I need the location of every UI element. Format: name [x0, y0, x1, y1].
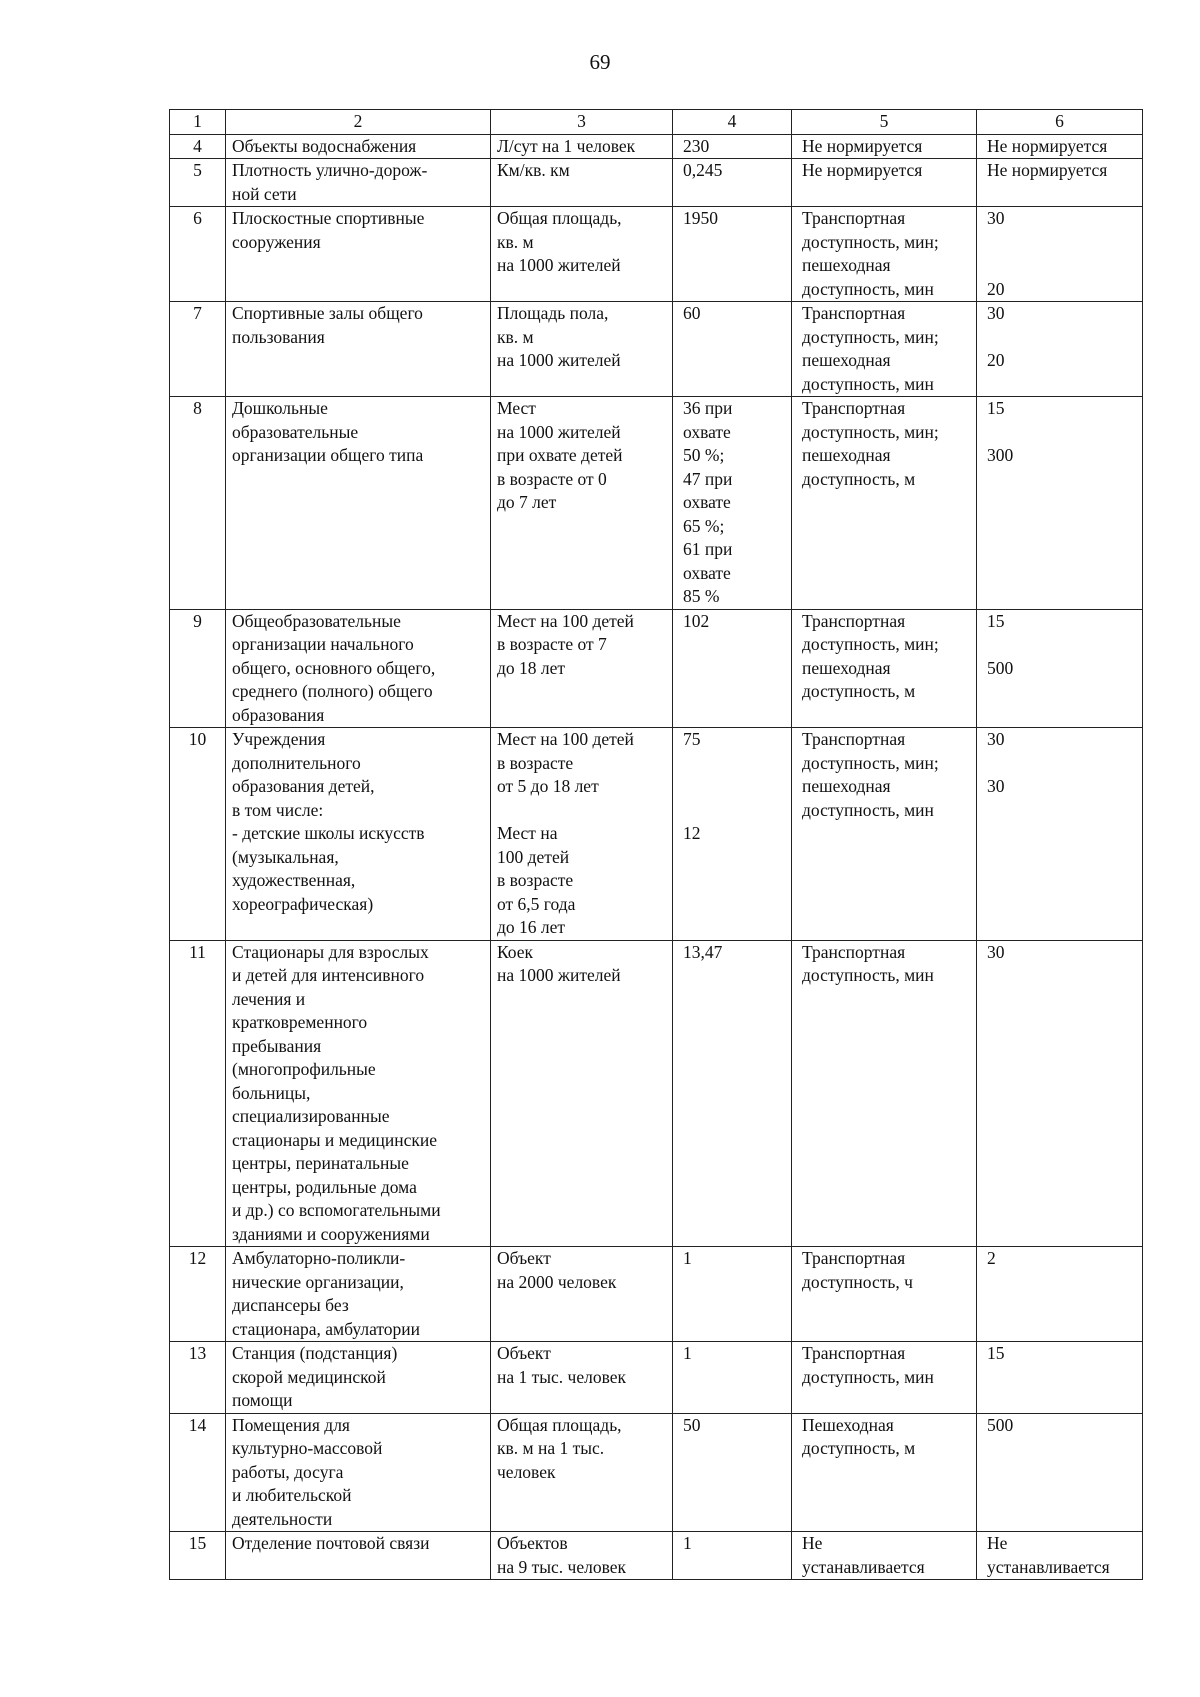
cell-text-line: на 2000 человек	[497, 1271, 617, 1292]
table-row	[170, 1532, 1143, 1580]
cell-text-line: на 1 тыс. человек	[497, 1366, 627, 1387]
row-number-cell: 10	[170, 728, 226, 941]
value-cell	[673, 728, 792, 941]
accessibility-norm-cell	[977, 302, 1143, 397]
object-name-cell	[226, 940, 491, 1247]
cell-text-line: Транспортная	[802, 208, 906, 228]
cell-text-line: на 1000 жителей	[497, 255, 621, 275]
cell-text-line: 0,245	[683, 160, 723, 180]
cell-text-line: Отделение почтовой связи	[232, 1533, 430, 1553]
accessibility-norm-cell	[977, 159, 1143, 207]
standards-table	[169, 109, 1143, 1580]
object-name-cell	[226, 159, 491, 207]
cell-text-line: доступность, ч	[802, 1271, 913, 1292]
cell-text-line: охвате	[683, 562, 731, 583]
cell-text-line: при охвате детей	[497, 445, 623, 465]
header-cell: 6	[977, 110, 1143, 135]
table-header-row	[170, 110, 1143, 135]
cell-text-line: Коек	[497, 941, 534, 962]
cell-text-line: Объектов	[497, 1533, 568, 1553]
unit-cell	[491, 1342, 673, 1414]
cell-text-line: стационары и медицинские	[232, 1129, 438, 1150]
unit-cell	[491, 302, 673, 397]
header-cell: 5	[792, 110, 977, 135]
cell-text-line: 500	[987, 657, 1014, 678]
cell-text-line: 13,47	[683, 941, 723, 962]
accessibility-norm-cell	[977, 1247, 1143, 1342]
cell-text-line: кв. м на 1 тыс.	[497, 1438, 605, 1458]
cell-text-line: 102	[683, 610, 710, 631]
cell-text-line: 30	[987, 208, 1005, 228]
value-cell	[673, 302, 792, 397]
cell-text-line: 230	[683, 135, 710, 156]
cell-text-line: образования детей,	[232, 776, 375, 796]
cell-text-line: 20	[987, 278, 1005, 299]
cell-text-line: художественная,	[232, 870, 356, 890]
cell-text-line: 1950	[683, 208, 718, 228]
accessibility-cell	[792, 609, 977, 728]
cell-text-line: Не	[987, 1533, 1008, 1553]
cell-text-line: доступность, мин;	[802, 634, 939, 654]
cell-text-line: 15	[987, 610, 1005, 631]
object-name-cell	[226, 302, 491, 397]
cell-text-line: Транспортная	[802, 941, 906, 962]
cell-text-line: Не нормируется	[987, 160, 1108, 180]
row-number-cell: 13	[170, 1342, 226, 1414]
cell-text-line: 300	[987, 445, 1014, 465]
cell-text-line: Общая площадь,	[497, 208, 622, 228]
cell-text-line: Дошкольные	[232, 398, 328, 418]
accessibility-cell	[792, 302, 977, 397]
cell-text-line: общего, основного общего,	[232, 657, 436, 678]
object-name-cell	[226, 134, 491, 159]
line-spacer	[683, 752, 781, 776]
accessibility-cell	[792, 1247, 977, 1342]
accessibility-cell	[792, 397, 977, 610]
accessibility-norm-cell	[977, 940, 1143, 1247]
object-name-cell	[226, 207, 491, 302]
line-spacer	[987, 326, 1132, 350]
cell-text-line: 61 при	[683, 539, 733, 559]
header-cell: 2	[226, 110, 491, 135]
cell-text-line: доступность, мин	[802, 373, 934, 394]
object-name-cell	[226, 397, 491, 610]
unit-cell	[491, 728, 673, 941]
cell-text-line: Площадь пола,	[497, 303, 609, 323]
accessibility-norm-cell	[977, 609, 1143, 728]
accessibility-cell	[792, 207, 977, 302]
cell-text-line: хореографическая)	[232, 893, 374, 914]
cell-text-line: и любительской	[232, 1485, 352, 1505]
cell-text-line: 15	[987, 398, 1005, 418]
cell-text-line: 500	[987, 1414, 1014, 1435]
cell-text-line: Общеобразовательные	[232, 610, 401, 631]
cell-text-line: доступность, мин;	[802, 326, 939, 347]
cell-text-line: Помещения для	[232, 1414, 350, 1435]
cell-text-line: Транспортная	[802, 303, 906, 323]
line-spacer	[987, 254, 1132, 278]
table-row	[170, 159, 1143, 207]
cell-text-line: 15	[987, 1343, 1005, 1363]
cell-text-line: устанавливается	[987, 1556, 1110, 1577]
row-number-cell: 12	[170, 1247, 226, 1342]
cell-text-line: Общая площадь,	[497, 1414, 622, 1435]
cell-text-line: доступность, мин	[802, 1366, 934, 1387]
row-number-cell: 4	[170, 134, 226, 159]
unit-cell	[491, 397, 673, 610]
accessibility-norm-cell	[977, 1532, 1143, 1580]
cell-text-line: пребывания	[232, 1035, 322, 1056]
header-cell: 4	[673, 110, 792, 135]
cell-text-line: доступность, м	[802, 468, 916, 489]
row-number-cell: 6	[170, 207, 226, 302]
cell-text-line: 50 %;	[683, 445, 725, 465]
cell-text-line: 20	[987, 350, 1005, 370]
cell-text-line: 30	[987, 303, 1005, 323]
accessibility-cell	[792, 159, 977, 207]
cell-text-line: нические организации,	[232, 1271, 404, 1292]
cell-text-line: 100 детей	[497, 846, 570, 867]
cell-text-line: доступность, мин;	[802, 231, 939, 252]
cell-text-line: работы, досуга	[232, 1461, 344, 1482]
cell-text-line: на 1000 жителей	[497, 421, 621, 442]
cell-text-line: образования	[232, 704, 325, 725]
cell-text-line: пешеходная	[802, 657, 891, 678]
row-number-cell: 7	[170, 302, 226, 397]
accessibility-cell	[792, 940, 977, 1247]
table-row	[170, 207, 1143, 302]
value-cell	[673, 207, 792, 302]
cell-text-line: 30	[987, 941, 1005, 962]
cell-text-line: образовательные	[232, 421, 359, 442]
cell-text-line: доступность, мин;	[802, 752, 939, 773]
value-cell	[673, 1532, 792, 1580]
cell-text-line: - детские школы искусств	[232, 823, 425, 843]
line-spacer	[987, 752, 1132, 776]
row-number-cell: 9	[170, 609, 226, 728]
cell-text-line: от 5 до 18 лет	[497, 776, 599, 796]
cell-text-line: до 16 лет	[497, 917, 566, 937]
cell-text-line: Транспортная	[802, 1343, 906, 1363]
cell-text-line: Объект	[497, 1248, 551, 1268]
unit-cell	[491, 940, 673, 1247]
cell-text-line: кв. м	[497, 231, 534, 252]
cell-text-line: (музыкальная,	[232, 846, 339, 867]
cell-text-line: помощи	[232, 1390, 293, 1410]
cell-text-line: Транспортная	[802, 729, 906, 749]
cell-text-line: Плотность улично-дорож-	[232, 160, 428, 180]
cell-text-line: доступность, мин	[802, 799, 934, 820]
cell-text-line: центры, родильные дома	[232, 1176, 417, 1197]
table-row	[170, 940, 1143, 1247]
cell-text-line: 1	[683, 1533, 692, 1553]
cell-text-line: кратковременного	[232, 1012, 368, 1032]
cell-text-line: пешеходная	[802, 445, 891, 465]
cell-text-line: на 9 тыс. человек	[497, 1556, 627, 1577]
cell-text-line: Объект	[497, 1343, 551, 1363]
object-name-cell	[226, 1413, 491, 1532]
cell-text-line: 30	[987, 729, 1005, 749]
cell-text-line: Транспортная	[802, 610, 906, 631]
value-cell	[673, 940, 792, 1247]
cell-text-line: в возрасте	[497, 752, 574, 773]
cell-text-line: Стационары для взрослых	[232, 941, 429, 962]
cell-text-line: Мест на 100 детей	[497, 610, 634, 631]
cell-text-line: центры, перинатальные	[232, 1153, 409, 1173]
cell-text-line: 36 при	[683, 398, 733, 418]
cell-text-line: Км/кв. км	[497, 160, 570, 180]
cell-text-line: 1	[683, 1248, 692, 1268]
cell-text-line: доступность, м	[802, 1438, 916, 1458]
row-number-cell: 11	[170, 940, 226, 1247]
value-cell	[673, 159, 792, 207]
cell-text-line: на 1000 жителей	[497, 965, 621, 985]
accessibility-norm-cell	[977, 1413, 1143, 1532]
value-cell	[673, 1342, 792, 1414]
cell-text-line: Плоскостные спортивные	[232, 208, 425, 228]
line-spacer	[987, 231, 1132, 255]
cell-text-line: Транспортная	[802, 1248, 906, 1268]
cell-text-line: организации начального	[232, 634, 414, 654]
cell-text-line: скорой медицинской	[232, 1366, 386, 1387]
value-cell	[673, 397, 792, 610]
header-cell: 3	[491, 110, 673, 135]
accessibility-cell	[792, 728, 977, 941]
cell-text-line: охвате	[683, 492, 731, 512]
standards-table-body	[170, 110, 1143, 1580]
table-row	[170, 609, 1143, 728]
accessibility-norm-cell	[977, 134, 1143, 159]
value-cell	[673, 134, 792, 159]
cell-text-line: доступность, мин	[802, 278, 934, 299]
cell-text-line: диспансеры без	[232, 1295, 349, 1315]
value-cell	[673, 1413, 792, 1532]
cell-text-line: 50	[683, 1414, 701, 1435]
cell-text-line: Мест на	[497, 823, 558, 843]
cell-text-line: 30	[987, 776, 1005, 796]
cell-text-line: Мест	[497, 398, 536, 418]
cell-text-line: 12	[683, 823, 701, 843]
cell-text-line: человек	[497, 1461, 556, 1482]
cell-text-line: пешеходная	[802, 255, 891, 275]
accessibility-norm-cell	[977, 397, 1143, 610]
cell-text-line: Не	[802, 1533, 823, 1553]
table-row	[170, 1342, 1143, 1414]
cell-text-line: деятельности	[232, 1508, 333, 1529]
object-name-cell	[226, 609, 491, 728]
line-spacer	[987, 633, 1132, 657]
cell-text-line: пешеходная	[802, 776, 891, 796]
cell-text-line: и др.) со вспомогательными	[232, 1200, 441, 1220]
value-cell	[673, 1247, 792, 1342]
cell-text-line: Спортивные залы общего	[232, 303, 423, 323]
row-number-cell: 15	[170, 1532, 226, 1580]
cell-text-line: в возрасте	[497, 870, 574, 890]
accessibility-cell	[792, 1413, 977, 1532]
accessibility-norm-cell	[977, 207, 1143, 302]
cell-text-line: на 1000 жителей	[497, 350, 621, 370]
table-row	[170, 302, 1143, 397]
unit-cell	[491, 159, 673, 207]
accessibility-norm-cell	[977, 1342, 1143, 1414]
cell-text-line: Амбулаторно-поликли-	[232, 1248, 406, 1268]
line-spacer	[497, 799, 668, 823]
cell-text-line: Станция (подстанция)	[232, 1343, 398, 1363]
unit-cell	[491, 1413, 673, 1532]
accessibility-cell	[792, 134, 977, 159]
cell-text-line: и детей для интенсивного	[232, 965, 425, 985]
cell-text-line: 75	[683, 729, 701, 749]
cell-text-line: дополнительного	[232, 752, 361, 773]
cell-text-line: 2	[987, 1248, 996, 1268]
cell-text-line: Пешеходная	[802, 1414, 894, 1435]
cell-text-line: Транспортная	[802, 398, 906, 418]
cell-text-line: Не нормируется	[987, 135, 1108, 156]
table-row	[170, 728, 1143, 941]
accessibility-norm-cell	[977, 728, 1143, 941]
cell-text-line: пользования	[232, 326, 325, 347]
table-row	[170, 1247, 1143, 1342]
unit-cell	[491, 1247, 673, 1342]
cell-text-line: 1	[683, 1343, 692, 1363]
cell-text-line: 60	[683, 303, 701, 323]
cell-text-line: зданиями и сооружениями	[232, 1223, 430, 1244]
unit-cell	[491, 609, 673, 728]
cell-text-line: 65 %;	[683, 515, 725, 536]
cell-text-line: устанавливается	[802, 1556, 925, 1577]
object-name-cell	[226, 1342, 491, 1414]
table-row	[170, 397, 1143, 610]
cell-text-line: до 7 лет	[497, 492, 557, 512]
row-number-cell: 5	[170, 159, 226, 207]
line-spacer	[987, 421, 1132, 445]
cell-text-line: лечения и	[232, 988, 306, 1009]
table-row	[170, 134, 1143, 159]
line-spacer	[683, 799, 781, 823]
cell-text-line: Учреждения	[232, 729, 326, 749]
cell-text-line: Мест на 100 детей	[497, 729, 634, 749]
accessibility-cell	[792, 1342, 977, 1414]
cell-text-line: среднего (полного) общего	[232, 681, 433, 701]
cell-text-line: доступность, мин	[802, 965, 934, 985]
value-cell	[673, 609, 792, 728]
unit-cell	[491, 207, 673, 302]
cell-text-line: доступность, мин;	[802, 421, 939, 442]
cell-text-line: кв. м	[497, 326, 534, 347]
unit-cell	[491, 134, 673, 159]
cell-text-line: от 6,5 года	[497, 893, 576, 914]
cell-text-line: (многопрофильные	[232, 1059, 376, 1079]
unit-cell	[491, 1532, 673, 1580]
cell-text-line: 47 при	[683, 468, 733, 489]
cell-text-line: в возрасте от 0	[497, 468, 607, 489]
cell-text-line: пешеходная	[802, 350, 891, 370]
cell-text-line: до 18 лет	[497, 657, 566, 678]
cell-text-line: специализированные	[232, 1106, 390, 1126]
cell-text-line: сооружения	[232, 231, 321, 252]
cell-text-line: стационара, амбулатории	[232, 1318, 421, 1339]
cell-text-line: охвате	[683, 421, 731, 442]
object-name-cell	[226, 728, 491, 941]
cell-text-line: доступность, м	[802, 681, 916, 701]
cell-text-line: организации общего типа	[232, 445, 424, 465]
cell-text-line: ной сети	[232, 183, 297, 204]
cell-text-line: Л/сут на 1 человек	[497, 135, 636, 156]
object-name-cell	[226, 1247, 491, 1342]
cell-text-line: Не нормируется	[802, 135, 923, 156]
object-name-cell	[226, 1532, 491, 1580]
cell-text-line: культурно-массовой	[232, 1438, 383, 1458]
header-cell: 1	[170, 110, 226, 135]
cell-text-line: Объекты водоснабжения	[232, 135, 417, 156]
accessibility-cell	[792, 1532, 977, 1580]
cell-text-line: в возрасте от 7	[497, 634, 607, 654]
line-spacer	[683, 775, 781, 799]
cell-text-line: в том числе:	[232, 799, 324, 820]
table-row	[170, 1413, 1143, 1532]
page-number: 69	[589, 50, 611, 74]
cell-text-line: больницы,	[232, 1082, 311, 1103]
cell-text-line: Не нормируется	[802, 160, 923, 180]
row-number-cell: 14	[170, 1413, 226, 1532]
row-number-cell: 8	[170, 397, 226, 610]
cell-text-line: 85 %	[683, 586, 720, 606]
